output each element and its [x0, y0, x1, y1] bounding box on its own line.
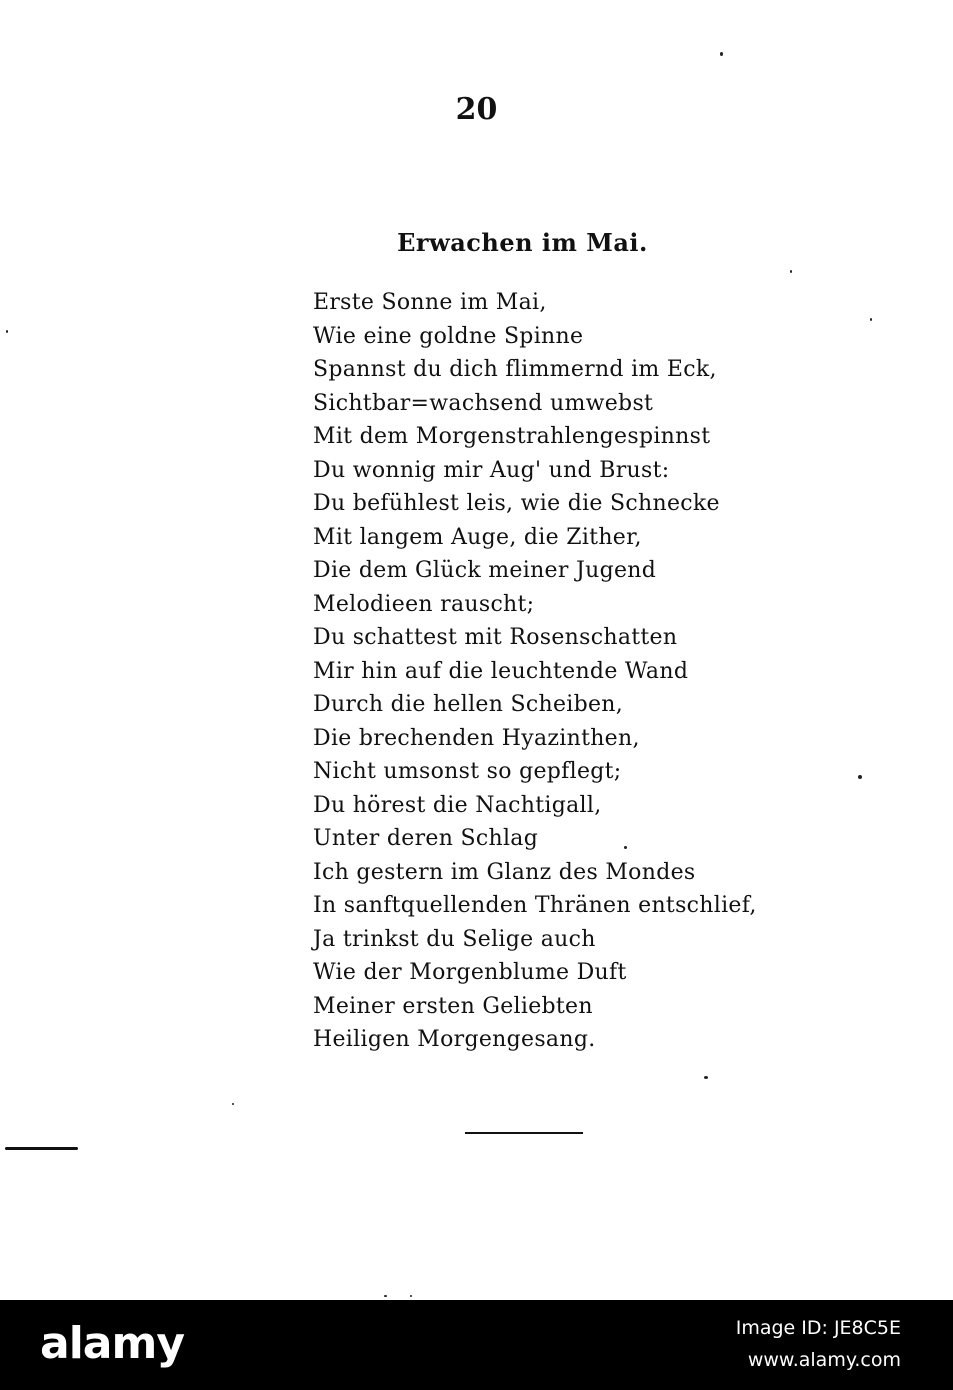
poem-line: Heiligen Morgengesang. [313, 1027, 596, 1052]
poem-line: Nicht umsonst so gepflegt; [313, 759, 622, 784]
stock-footer [0, 1300, 953, 1390]
page-number: 20 [455, 92, 498, 127]
poem-line: Wie der Morgenblume Duft [313, 960, 627, 985]
ink-speck [6, 330, 8, 333]
poem-line: Du schattest mit Rosenschatten [313, 625, 678, 650]
footer-url: www.alamy.com [747, 1349, 901, 1371]
ink-speck [858, 775, 862, 779]
ink-speck [384, 1295, 387, 1297]
poem-line: Ich gestern im Glanz des Mondes [313, 859, 696, 885]
ink-speck [870, 318, 872, 321]
poem-line: In sanftquellenden Thränen entschlief, [313, 893, 757, 918]
ink-speck [624, 846, 627, 849]
poem-line: Mit langem Auge, die Zither, [313, 524, 642, 550]
poem-line: Ja trinkst du Selige auch [313, 926, 596, 952]
poem-title: Erwachen im Mai. [397, 228, 648, 257]
poem-line: Die dem Glück meiner Jugend [313, 558, 657, 583]
poem-line: Melodieen rauscht; [313, 591, 535, 617]
ink-speck [790, 270, 792, 273]
ink-speck [704, 1076, 708, 1079]
alamy-logo: alamy [40, 1318, 184, 1369]
margin-rule [5, 1147, 78, 1150]
ink-speck [720, 52, 723, 56]
poem-line: Wie eine goldne Spinne [313, 323, 584, 349]
poem-line: Mit dem Morgenstrahlengespinnst [313, 424, 711, 449]
image-id: Image ID: JE8C5E [735, 1317, 901, 1339]
poem-line: Du befühlest leis, wie die Schnecke [313, 491, 720, 516]
ink-speck [410, 1295, 412, 1297]
poem-line: Die brechenden Hyazinthen, [313, 725, 640, 751]
ink-speck [232, 1103, 234, 1105]
poem-line: Erste Sonne im Mai, [313, 290, 547, 315]
poem-line: Durch die hellen Scheiben, [313, 692, 624, 717]
poem-line: Mir hin auf die leuchtende Wand [313, 658, 689, 684]
poem-line: Du hörest die Nachtigall, [313, 792, 602, 818]
poem-text [313, 286, 773, 1057]
closing-rule [465, 1132, 583, 1134]
poem-line: Unter deren Schlag [313, 826, 539, 851]
poem-line: Sichtbar=wachsend umwebst [313, 390, 654, 416]
poem-line: Spannst du dich flimmernd im Eck, [313, 357, 717, 382]
poem-line: Meiner ersten Geliebten [313, 993, 593, 1019]
poem-line: Du wonnig mir Aug' und Brust: [313, 457, 670, 483]
